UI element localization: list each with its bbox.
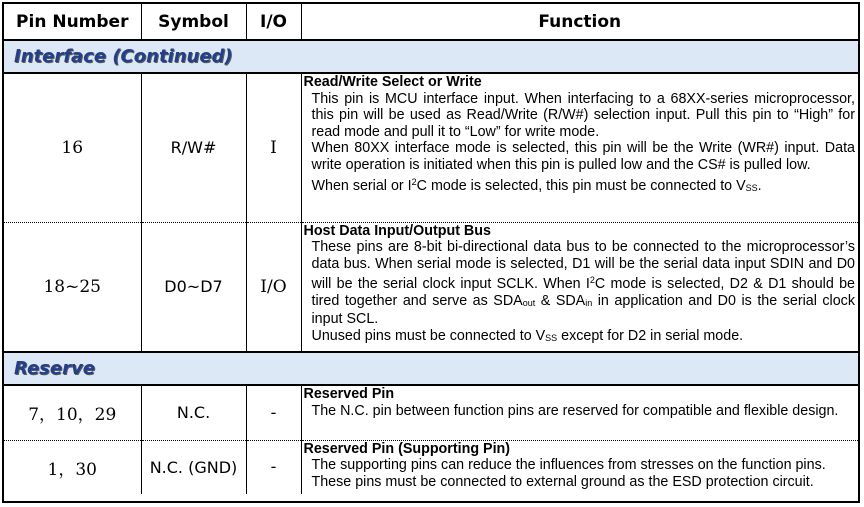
io-cell: I/O xyxy=(246,222,301,352)
function-description: These pins must be connected to external ground as the ESD protection circuit. xyxy=(311,473,814,490)
function-cell xyxy=(301,440,858,494)
function-description: The supporting pins can reduce the influences from stresses on the function pins. xyxy=(311,457,826,474)
header-function: Function xyxy=(301,4,858,40)
pin-description-table xyxy=(4,4,858,494)
symbol-cell: D0~D7 xyxy=(141,222,246,352)
pin-number-cell: 7，10，29 xyxy=(4,385,141,440)
section-interface-continued xyxy=(4,40,858,73)
pin-number-cell: 1，30 xyxy=(4,440,141,494)
symbol-cell: N.C. (GND) xyxy=(141,440,246,494)
section-title: Reserve xyxy=(14,358,95,379)
symbol-cell: R/W# xyxy=(141,73,246,222)
header-row xyxy=(4,4,858,40)
table-row xyxy=(4,73,858,222)
section-reserve xyxy=(4,352,858,385)
function-description: When 80XX interface mode is selected, this pin will be the Write (WR#) input. Data write operation is initiated when this pin is pulled low and the CS# is pulled low. xyxy=(311,140,855,173)
symbol-cell: N.C. xyxy=(141,385,246,440)
section-title: Interface (Continued) xyxy=(14,46,233,67)
header-symbol: Symbol xyxy=(141,4,246,40)
header-pin-number: Pin Number xyxy=(4,4,141,40)
table-row xyxy=(4,222,858,352)
io-cell: - xyxy=(246,385,301,440)
pin-table-frame xyxy=(2,2,860,503)
pin-number-cell: 18~25 xyxy=(4,222,141,352)
header-io: I/O xyxy=(246,4,301,40)
function-cell xyxy=(301,222,858,352)
function-description: Unused pins must be connected to VSS except for D2 in serial mode. xyxy=(311,328,744,345)
function-cell xyxy=(301,385,858,440)
io-cell: - xyxy=(246,440,301,494)
function-title: Host Data Input/Output Bus xyxy=(303,222,491,239)
table-row xyxy=(4,385,858,440)
function-description: This pin is MCU interface input. When interfacing to a 68XX-series microprocessor, this pin will be used as Read/Write (R/W#) selection input. Pull this pin to “High” for read mode and pull it to “Low” for write mode. xyxy=(311,90,855,140)
function-cell xyxy=(301,73,858,222)
function-title: Reserved Pin xyxy=(303,386,395,402)
function-title: Read/Write Select or Write xyxy=(303,74,482,90)
io-cell: I xyxy=(246,73,301,222)
table-row xyxy=(4,440,858,494)
function-title: Reserved Pin (Supporting Pin) xyxy=(303,440,511,457)
pin-number-cell: 16 xyxy=(4,73,141,222)
function-description: The N.C. pin between function pins are reserved for compatible and flexible design. xyxy=(311,402,839,419)
function-description: When serial or $I^2C$ mode is selected, this pin must be connected to VSS. xyxy=(311,176,762,194)
function-description: These pins are 8-bit bi-directional data bus to be connected to the microprocessor’s data bus. When serial mode is selected, D1 will be the serial data input SDIN and D0 will be the serial clock input SCLK. When $I^2C$ mode is selected, D2 & D1 should be tired together and serve as SDAout & SDAin in application and D0 is the serial clock input SCL. xyxy=(311,239,855,328)
